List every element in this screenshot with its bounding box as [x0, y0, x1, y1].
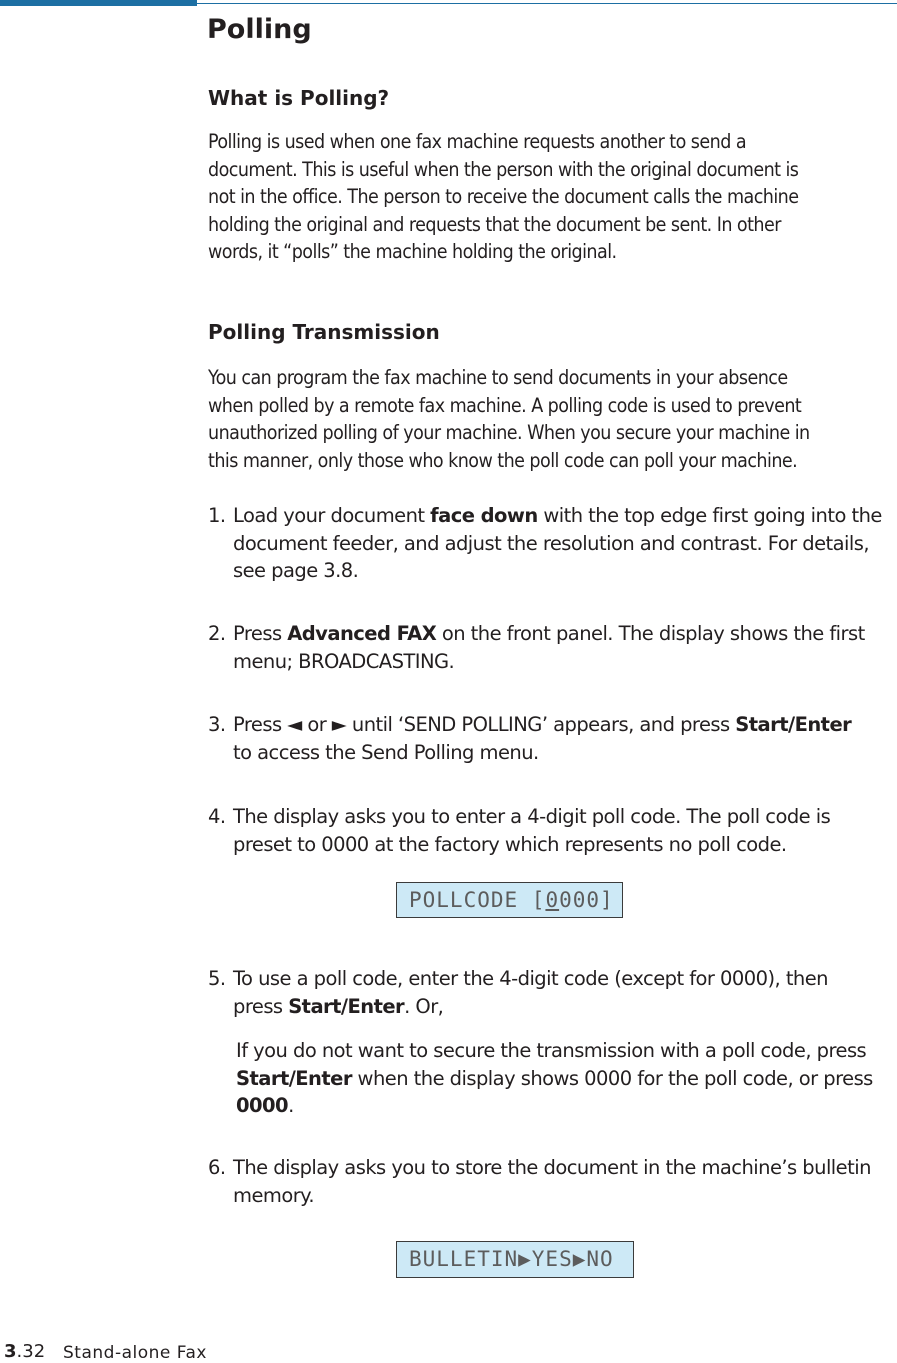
step-line: Press ◄ or ► until ‘SEND POLLING’ appears, and press Start/Enter	[233, 713, 852, 736]
chapter-label: Stand-alone Fax	[63, 1343, 207, 1363]
text-line: this manner, only those who know the poll code can poll your machine.	[208, 448, 798, 472]
step-line: memory.	[233, 1183, 315, 1207]
text-line: document. This is useful when the person with the original document is	[208, 157, 799, 181]
step-number: 5.	[208, 967, 226, 990]
step-1	[208, 502, 893, 585]
step-number: 2.	[208, 622, 226, 645]
step-5	[208, 965, 893, 1020]
top-accent-bar	[0, 0, 197, 6]
step-2	[208, 620, 893, 675]
step-line: Press Advanced FAX on the front panel. The display shows the first	[233, 622, 865, 645]
step-number: 1.	[208, 504, 226, 527]
step-3	[208, 711, 893, 766]
step-line: see page 3.8.	[233, 559, 359, 582]
step-line: The display asks you to enter a 4-digit poll code. The poll code is	[233, 805, 831, 828]
step-6	[208, 1154, 893, 1209]
step-line: to access the Send Polling menu.	[233, 740, 539, 764]
step-4	[208, 803, 893, 858]
text-line: not in the office. The person to receive the document calls the machine	[208, 185, 799, 208]
step-line: menu; BROADCASTING.	[233, 649, 455, 673]
step-line: preset to 0000 at the factory which represents no poll code.	[233, 832, 787, 856]
top-rule	[197, 3, 897, 4]
text-line: Polling is used when one fax machine requests another to send a	[208, 130, 747, 153]
step-line: document feeder, and adjust the resolution and contrast. For details,	[233, 531, 870, 555]
text-line: unauthorized polling of your machine. When you secure your machine in	[208, 421, 810, 444]
step-line: To use a poll code, enter the 4-digit code (except for 0000), then	[233, 967, 828, 990]
step-number: 4.	[208, 805, 226, 828]
page-number: 3.32	[4, 1341, 46, 1362]
section-heading-what-is-polling: What is Polling?	[208, 86, 390, 110]
text-line: Start/Enter when the display shows 0000 for the poll code, or press	[236, 1066, 873, 1090]
text-line: 0000.	[236, 1094, 294, 1117]
lcd-display-bulletin: BULLETIN▶YES▶NO	[396, 1241, 634, 1278]
lcd-display-pollcode: POLLCODE [0000]	[396, 882, 623, 918]
section-polling-transmission-body	[208, 364, 893, 474]
step-number: 6.	[208, 1156, 226, 1179]
text-line: words, it “polls” the machine holding the original.	[208, 240, 617, 263]
text-line: You can program the fax machine to send documents in your absence	[208, 366, 788, 389]
section-heading-polling-transmission: Polling Transmission	[208, 320, 440, 344]
step-line: press Start/Enter. Or,	[233, 994, 444, 1018]
step-number: 3.	[208, 713, 226, 736]
text-line: holding the original and requests that the document be sent. In other	[208, 212, 781, 236]
section-what-is-polling-body	[208, 128, 893, 266]
step-5-note	[236, 1037, 891, 1120]
text-line: If you do not want to secure the transmission with a poll code, press	[236, 1039, 867, 1062]
page-title: Polling	[207, 14, 312, 45]
text-line: when polled by a remote fax machine. A polling code is used to prevent	[208, 393, 802, 417]
step-line: Load your document face down with the top edge first going into the	[233, 504, 882, 527]
step-line: The display asks you to store the document in the machine’s bulletin	[233, 1156, 871, 1179]
